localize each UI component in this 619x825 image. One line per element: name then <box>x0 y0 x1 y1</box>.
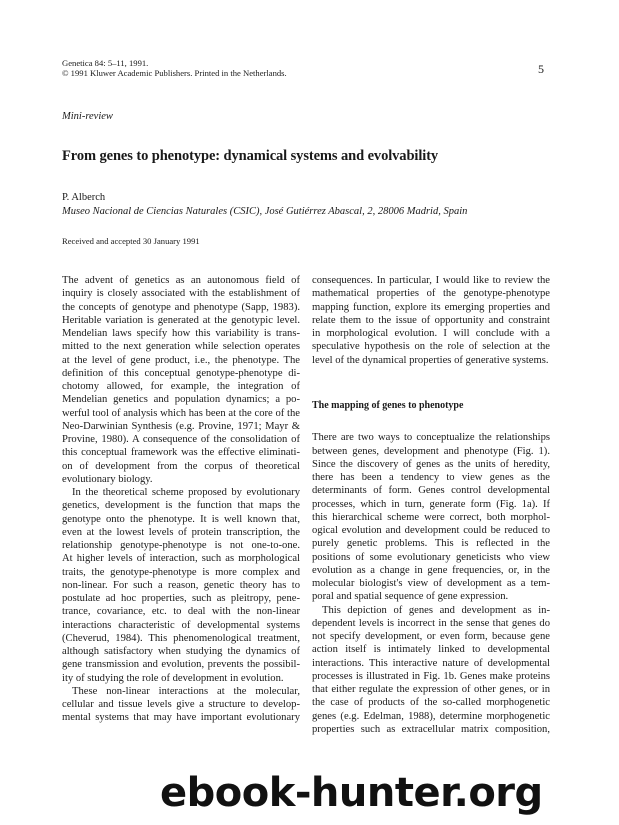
text-line: chotomy allowed, for example, the integration of <box>62 381 300 392</box>
author-name: P. Alberch <box>62 192 106 203</box>
text-line: properties such as extracellular matrix composition, <box>312 723 550 735</box>
text-line: interactions. This interactive nature of developmental <box>312 657 550 669</box>
text-line: There are two ways to conceptualize the relationships <box>312 432 550 444</box>
text-line: Heritable variation is generated at the genotypic level. <box>62 314 300 326</box>
text-line: genotype onto the phenotype. It is well known that, <box>62 513 300 525</box>
text-line: determinants of form. Genes control developmental <box>312 485 550 497</box>
text-line: Mendelian genetics and population dynamics; a po- <box>62 394 300 406</box>
article-title: From genes to phenotype: dynamical systems and evolvability <box>62 148 439 164</box>
left-column <box>62 274 300 725</box>
text-line: poral and spatial sequence of gene expression. <box>312 591 509 603</box>
text-line: processes is illustrated in Fig. 1b. Genes make proteins <box>312 670 550 682</box>
text-line: positions of some evolutionary geneticists who view <box>312 551 550 563</box>
text-line: These non-linear interactions at the molecular, <box>72 685 300 697</box>
text-line: postulate ad hoc properties, such as pleitropy, pene- <box>62 593 300 604</box>
text-line: in morphological evolution. I will conclude with a <box>312 328 550 339</box>
section-heading: The mapping of genes to phenotype <box>312 400 464 411</box>
text-line: (Cheverud, 1984). This phenomenological treatment, <box>62 632 300 644</box>
text-line: mental systems that may have important evolutionary <box>62 712 300 724</box>
text-line: genes (e.g. Edelman, 1988), determine morphogenetic <box>312 710 550 722</box>
text-line: In the theoretical scheme proposed by evolutionary <box>72 487 300 498</box>
text-line: genetics, development is the function that maps the <box>62 500 300 512</box>
text-line: at the level of gene product, i.e., the phenotype. The <box>62 354 300 366</box>
text-line: molecular biologist's view of development as a tem- <box>312 578 550 589</box>
text-line: definition of this conceptual genotype-phenotype di- <box>62 367 300 379</box>
text-line: At higher levels of interaction, such as morphological <box>62 553 300 565</box>
text-line: Provine, 1980). A consequence of the consolidation of <box>62 434 300 445</box>
right-column <box>312 274 550 736</box>
text-line: gene transmission and evolution, prevents the possibil- <box>62 659 300 671</box>
text-line: evolution as a change in gene frequencies, or, in the <box>312 564 550 576</box>
text-line: traits, the genotype-phenotype is more complex and <box>62 566 300 578</box>
text-line: werful tool of analysis which has been at the core of the <box>62 407 300 419</box>
text-line: although satisfactory when studying the dynamics of <box>62 646 300 657</box>
text-line: this conceptual framework was the effective eliminati- <box>62 447 300 459</box>
text-line: This depiction of genes and development as in- <box>322 604 550 616</box>
text-line: purely genetic problems. This is reflected in the <box>312 538 550 550</box>
text-line: trance, covariance, etc. to deal with the non-linear <box>62 606 300 618</box>
text-line: cellular and tissue levels give a structure to develop- <box>62 699 300 710</box>
text-line: there has been a tendency to view genes as the <box>312 472 550 483</box>
text-line: on of development from the corpus of theoretical <box>62 460 300 472</box>
text-line: relate them to the issue of opportunity and constraint <box>312 314 550 326</box>
watermark-text: ebook-hunter.org <box>160 770 543 816</box>
text-line: ogical evolution and development could be reduced to <box>312 525 550 536</box>
text-line: Neo-Darwinian Synthesis (e.g. Provine, 1971; Mayr & <box>62 420 300 432</box>
text-line: even at the lowest levels of protein transcription, the <box>62 526 300 538</box>
text-line: between genes, development and phenotype (Fig. 1). <box>312 445 550 457</box>
journal-line-1: Genetica 84: 5–11, 1991. <box>62 58 149 68</box>
text-line: relationship genotype-phenotype is not one-to-one. <box>62 540 300 551</box>
section-kind: Mini-review <box>62 111 113 122</box>
text-line: consequences. In particular, I would like to review the <box>312 275 550 286</box>
text-line: level of the dynamical properties of generative systems. <box>312 354 549 366</box>
text-line: Mendelian laws specify how this variability is trans- <box>62 328 300 339</box>
received-date: Received and accepted 30 January 1991 <box>62 236 200 246</box>
text-line: evolutionary biology. <box>62 473 153 485</box>
text-line: the concepts of genotype and phenotype (Sapp, 1983). <box>62 301 300 313</box>
text-line: interactions characteristic of developmental systems <box>62 619 300 631</box>
text-line: the case of products of the so-called morphogenetic <box>312 697 550 709</box>
text-line: that either regulate the expression of other genes, or in <box>312 684 550 695</box>
text-line: mitted to the next generation while selection operates <box>62 341 300 353</box>
text-line: Since the discovery of genes as the units of heredity, <box>312 458 550 470</box>
journal-line-2: © 1991 Kluwer Academic Publishers. Printed in the Netherlands. <box>62 68 287 78</box>
text-line: The advent of genetics as an autonomous field of <box>62 275 300 286</box>
text-line: dependent levels is incorrect in the sense that genes do <box>312 617 550 629</box>
text-line: action itself is intimately linked to developmental <box>312 644 550 656</box>
text-line: mapping function, explore its emerging properties and <box>312 301 550 313</box>
text-line: inquiry is closely associated with the establishment of <box>62 288 300 300</box>
author-affiliation: Museo Nacional de Ciencias Naturales (CSIC), José Gutiérrez Abascal, 2, 28006 Madrid, Spain <box>62 206 468 217</box>
text-line: ity of studying the role of development in evolution. <box>62 672 284 684</box>
text-line: this hierarchical scheme were correct, both morphol- <box>312 511 550 523</box>
text-line: mathematical properties of the genotype-phenotype <box>312 288 550 300</box>
text-line: processes, which in turn, generate form (Fig. 1a). If <box>312 498 550 510</box>
page-number: 5 <box>538 62 544 76</box>
text-line: not specify development, or even form, because gene <box>312 631 550 642</box>
journal-citation <box>62 58 287 78</box>
text-line: speculative hypothesis on the role of selection at the <box>312 341 550 353</box>
text-line: non-linear. For such a reason, genetic theory has to <box>62 579 300 591</box>
watermark-banner[interactable] <box>160 765 610 821</box>
